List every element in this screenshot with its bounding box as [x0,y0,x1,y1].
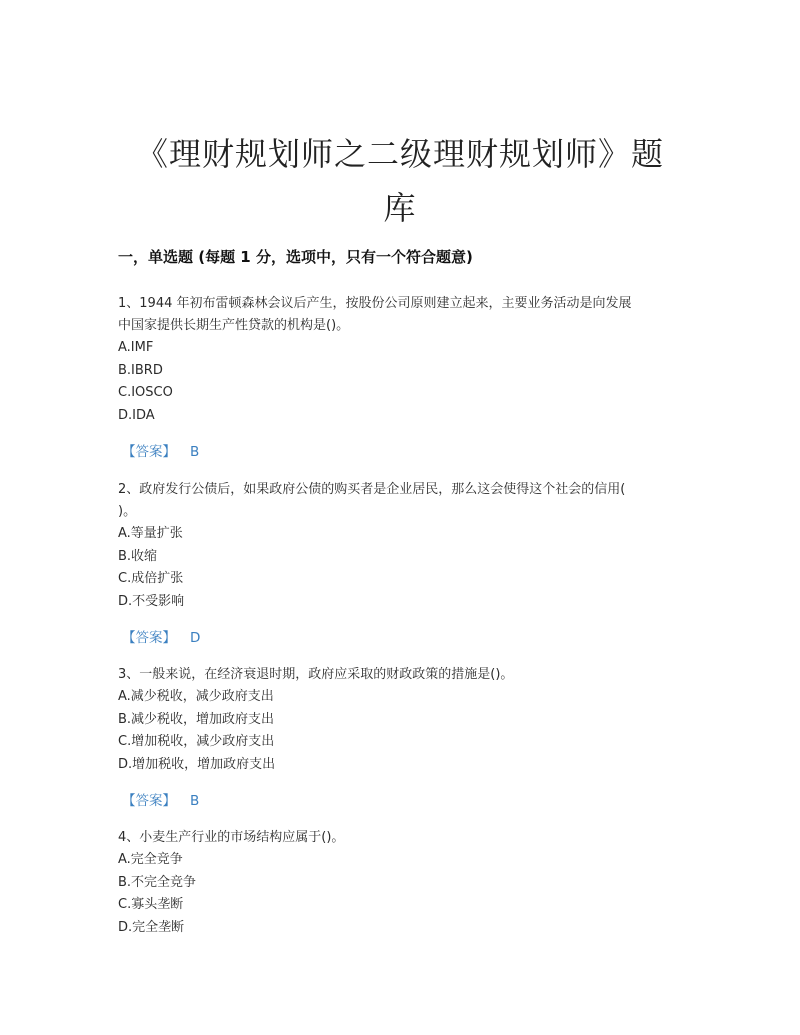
question-1 [118,293,688,462]
answer-label: 【答案】 [122,630,176,646]
option-list [118,849,688,939]
question-3 [118,664,688,811]
question-stem [118,664,688,686]
document-title-line2: 库 [383,189,417,228]
option-c: C.成倍扩张 [118,571,184,586]
answer-label: 【答案】 [122,444,176,460]
option-b: B.IBRD [118,362,163,378]
option-a: A.完全竞争 [118,852,183,867]
question-stem-line1: 1、1944 年初布雷顿森林会议后产生，按股份公司原则建立起来，主要业务活动是向发展 [118,296,632,311]
option-a: A.等量扩张 [118,526,183,541]
answer-line [118,628,688,648]
option-list [118,337,688,427]
option-d: D.增加税收，增加政府支出 [118,756,276,772]
option-b: B.收缩 [118,548,158,564]
question-stem [118,479,688,523]
answer-value: B [190,793,200,809]
question-stem-line2: )。 [118,504,137,519]
document-title-line1: 《理财规划师之二级理财规划师》题 [135,135,664,174]
question-2 [118,479,688,648]
option-b: B.减少税收，增加政府支出 [118,711,275,727]
option-list [118,523,688,613]
question-stem [118,827,688,849]
answer-value: D [190,630,201,646]
answer-line [118,791,688,811]
option-c: C.增加税收，减少政府支出 [118,734,275,749]
option-list [118,686,688,776]
answer-line [118,442,688,462]
option-d: D.完全垄断 [118,919,185,935]
option-d: D.不受影响 [118,593,185,609]
option-a: A.IMF [118,340,154,355]
option-b: B.不完全竞争 [118,874,197,890]
question-stem [118,293,688,337]
section-heading: 一，单选题 (每题 1 分，选项中，只有一个符合题意) [118,248,473,266]
question-stem-line2: 中国家提供长期生产性贷款的机构是()。 [118,318,350,333]
option-a: A.减少税收，减少政府支出 [118,689,274,704]
option-d: D.IDA [118,407,155,423]
question-stem-line1: 2、政府发行公债后，如果政府公债的购买者是企业居民，那么这会使得这个社会的信用( [118,482,626,497]
question-stem-line1: 3、一般来说，在经济衰退时期，政府应采取的财政政策的措施是()。 [118,667,514,682]
option-c: C.IOSCO [118,385,173,400]
answer-value: B [190,444,200,460]
answer-label: 【答案】 [122,793,176,809]
option-c: C.寡头垄断 [118,897,184,912]
question-4 [118,827,688,939]
document-title [110,127,690,235]
question-stem-line1: 4、小麦生产行业的市场结构应属于()。 [118,830,345,845]
